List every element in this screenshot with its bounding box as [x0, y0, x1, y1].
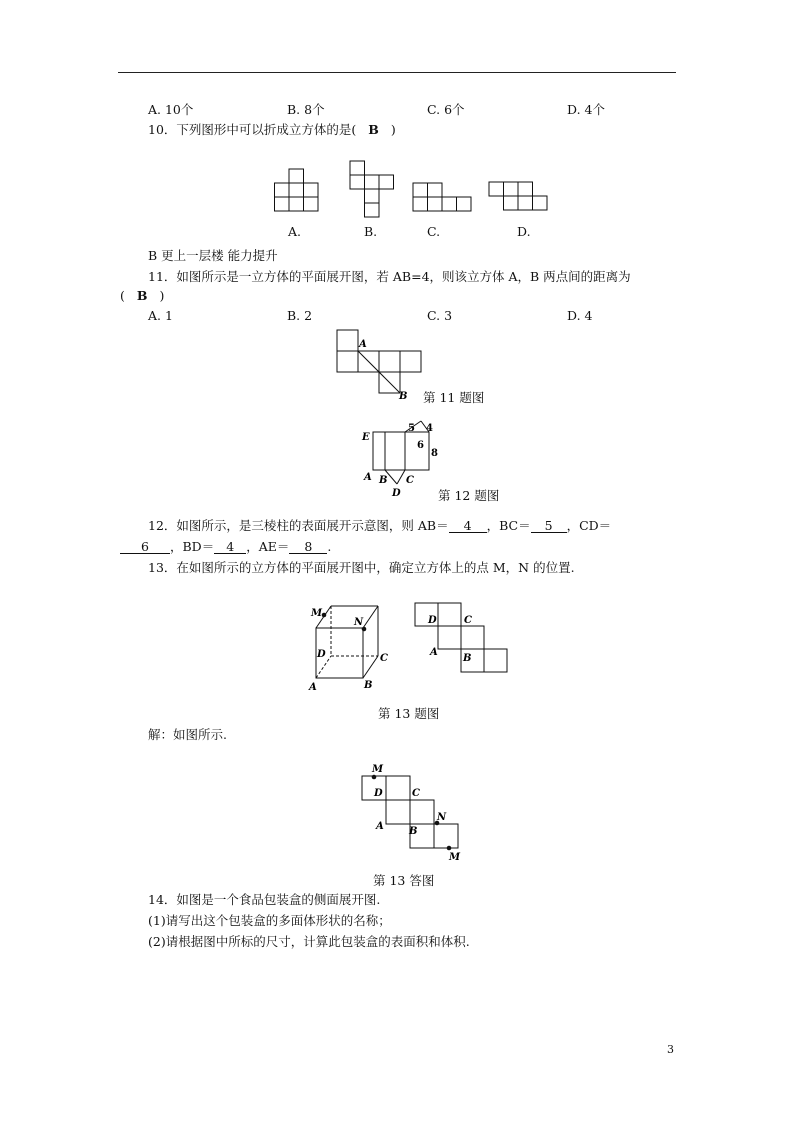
q14-part1: (1)请写出这个包装盒的多面体形状的名称；: [148, 913, 391, 928]
q13-cube-c: C: [380, 653, 388, 664]
q13-ans-c: C: [412, 788, 420, 799]
q12-label-c: C: [406, 475, 414, 486]
q12-bc-blank: 5: [531, 519, 567, 533]
q12-cd-blank: 6: [120, 540, 170, 554]
q13-stem: 13．在如图所示的立方体的平面展开图中，确定立方体上的点 M，N 的位置.: [148, 560, 575, 575]
q13-ans-n: N: [437, 812, 447, 823]
q13-ans-d: D: [374, 788, 383, 799]
q14-part2: (2)请根据图中所标的尺寸，计算此包装盒的表面积和体积.: [148, 934, 470, 949]
q11-option-d: D. 4: [567, 308, 593, 323]
q11-close: ): [159, 288, 165, 303]
q13-cube-d: D: [317, 649, 326, 660]
q12-stem: 12．如图所示，是三棱柱的表面展开示意图，则 AB＝: [148, 518, 449, 533]
q12-bd-blank: 4: [214, 540, 246, 554]
q11-caption: 第 11 题图: [423, 390, 485, 405]
q11-stem: 11．如图所示是一立方体的平面展开图，若 AB=4，则该立方体 A，B 两点间的距离为: [148, 269, 631, 284]
q11-point-b: B: [399, 391, 408, 402]
q12-ab-blank: 4: [449, 519, 487, 533]
q12-label-4: 4: [426, 423, 433, 434]
q13-cube-n: N: [354, 617, 364, 628]
q12-label-b: B: [379, 475, 388, 486]
page-number: 3: [667, 1043, 674, 1056]
q12-label-d: D: [392, 488, 401, 499]
q13-cube-m: M: [311, 608, 323, 619]
q10-label-c: C.: [427, 224, 441, 239]
q13-ans-a: A: [376, 821, 384, 832]
q11-open: (: [120, 288, 125, 303]
q13-ans-m-bottom: M: [449, 852, 461, 863]
q13-net-a: A: [430, 647, 438, 658]
q9-option-a: A. 10个: [148, 102, 194, 117]
q11-option-c: C. 3: [427, 308, 453, 323]
q12-label-6: 6: [417, 440, 424, 451]
q9-option-b: B. 8个: [287, 102, 325, 117]
q12-label-a: A: [364, 472, 372, 483]
q10-label-b: B.: [364, 224, 378, 239]
q13-answer-caption: 第 13 答图: [373, 873, 435, 888]
q11-option-b: B. 2: [287, 308, 313, 323]
q12-bc-label: ，BC＝: [486, 518, 531, 533]
q12-label-5: 5: [408, 423, 415, 434]
q10-answer: B: [368, 122, 379, 137]
q11-point-a: A: [359, 339, 367, 350]
q10-label-a: A.: [288, 224, 302, 239]
q11-option-a: A. 1: [148, 308, 173, 323]
section-heading: B 更上一层楼 能力提升: [148, 248, 278, 263]
q13-net-d: D: [428, 615, 437, 626]
q13-net-b: B: [463, 653, 472, 664]
q12-ae-label: ，AE＝: [246, 539, 290, 554]
q13-ans-m-top: M: [372, 764, 384, 775]
q12-ae-blank: 8: [289, 540, 327, 554]
q9-option-c: C. 6个: [427, 102, 465, 117]
q10-stem: 10．下列图形中可以折成立方体的是(: [148, 122, 357, 137]
q12-cd-label: ，CD＝: [566, 518, 612, 533]
q13-cube-a: A: [309, 682, 317, 693]
q10-close: ): [390, 122, 396, 137]
q12-label-8: 8: [431, 448, 438, 459]
q13-ans-b: B: [409, 826, 418, 837]
q12-end: .: [327, 539, 332, 554]
q13-caption: 第 13 题图: [378, 706, 440, 721]
q13-net-c: C: [464, 615, 472, 626]
q10-label-d: D.: [517, 224, 531, 239]
q14-stem: 14．如图是一个食品包装盒的侧面展开图.: [148, 892, 381, 907]
q9-option-d: D. 4个: [567, 102, 605, 117]
q12-bd-label: ，BD＝: [170, 539, 215, 554]
q13-cube-b: B: [364, 680, 373, 691]
q13-solution: 解：如图所示.: [148, 727, 227, 742]
q12-label-e: E: [362, 432, 370, 443]
q11-answer: B: [136, 288, 148, 303]
q12-caption: 第 12 题图: [438, 488, 500, 503]
